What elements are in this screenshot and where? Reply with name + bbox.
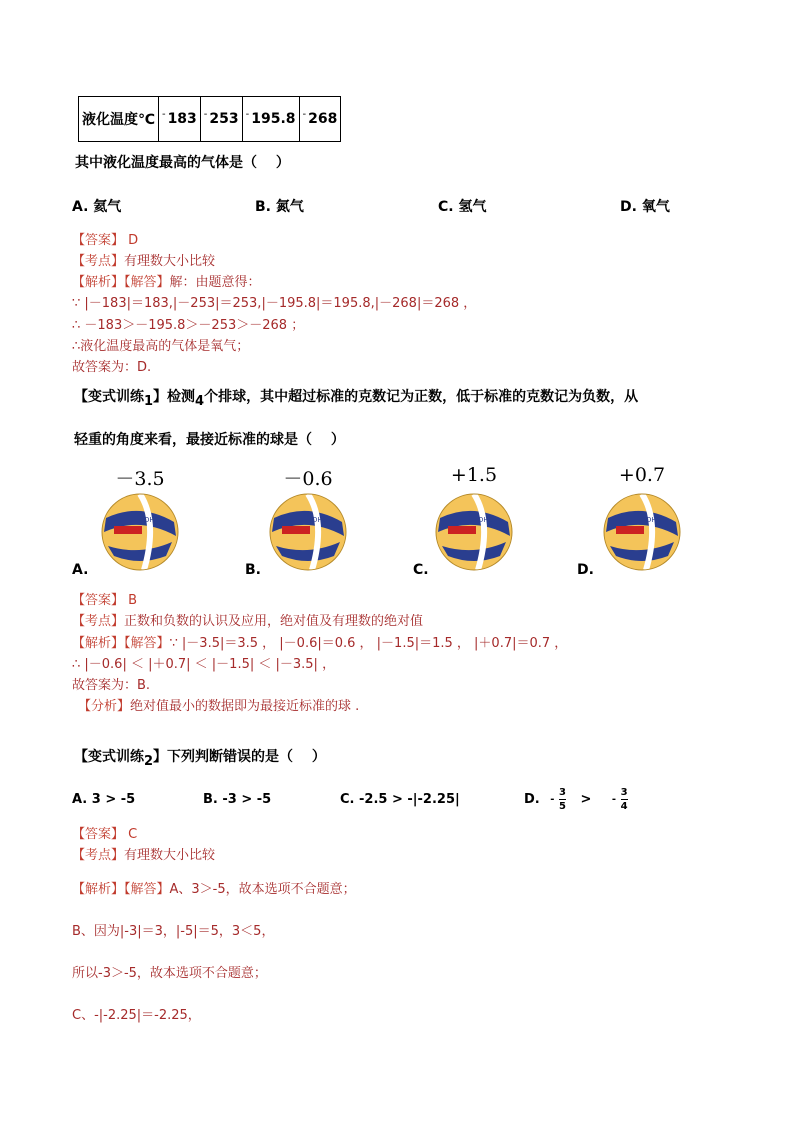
analysis-step: ∴ |－0.6| ＜ |＋0.7| ＜ |－1.5| ＜ |－3.5| ， (72, 657, 336, 672)
variant-1-title: 【变式训练1】检测4个排球，其中超过标准的克数记为正数，低于标准的克数记为负数，从 (74, 389, 639, 409)
volleyball-icon (100, 492, 180, 572)
svg-text:DHS: DHS (478, 516, 494, 524)
ball-weight-label: +1.5 (450, 464, 498, 486)
analysis-step: ∴ －183＞－195.8＞－253＞－268 ； (72, 318, 305, 333)
option-c: C. 氢气 (438, 199, 487, 215)
temperature-table (78, 96, 341, 142)
analysis-step: C、-|-2.25|＝-2.25， (72, 1008, 201, 1023)
option-d: D. 氧气 (620, 199, 670, 215)
analysis-line: 【解析】【解答】A、3＞-5，故本选项不合题意； (72, 882, 356, 897)
fraction: $\frac{3}{5}$ (558, 787, 566, 812)
table-cell: - 268 (299, 97, 341, 142)
answer-line: 【答案】 C (72, 827, 138, 842)
volleyball-c (432, 466, 516, 574)
option-c: C. -2.5 > -|-2.25| (340, 792, 460, 807)
ball-weight-label: －0.6 (283, 468, 333, 490)
volleyball-d (600, 466, 684, 574)
option-d: D. - $\frac{3}{5}$ > - $\frac{3}{4}$ (524, 787, 628, 812)
answer-line: 【答案】 D (72, 233, 139, 248)
variant-2-title: 【变式训练2】下列判断错误的是（ ） (74, 749, 326, 769)
analysis-step: 故答案为：B. (72, 678, 151, 693)
analysis-step: ∴液化温度最高的气体是氧气； (72, 339, 250, 354)
option-b: B. -3 > -5 (203, 792, 272, 807)
analysis-step: 故答案为：D. (72, 360, 152, 375)
table-cell: - 253 (200, 97, 242, 142)
option-b: B. (245, 562, 261, 578)
option-c: C. (413, 562, 429, 578)
fraction: $\frac{3}{4}$ (620, 787, 628, 812)
question-text: 其中液化温度最高的气体是（ ） (75, 155, 290, 171)
analysis-line: 【解析】【解答】∵ |－3.5|＝3.5 ， |－0.6|＝0.6 ， |－1.5|＝1.5 ， |＋0.7|＝0.7 ， (72, 636, 568, 651)
fenxi-line: 【分析】绝对值最小的数据即为最接近标准的球 . (78, 699, 360, 714)
analysis-step: 所以-3＞-5，故本选项不合题意； (72, 966, 267, 981)
svg-text:DHS: DHS (646, 516, 662, 524)
ball-weight-label: －3.5 (115, 468, 165, 490)
point-line: 【考点】有理数大小比较 (72, 254, 216, 269)
point-line: 【考点】正数和负数的认识及应用，绝对值及有理数的绝对值 (72, 614, 424, 629)
option-b: B. 氮气 (255, 199, 304, 215)
volleyball-b (266, 466, 350, 574)
analysis-line: 【解析】【解答】解：由题意得： (72, 275, 261, 290)
analysis-step: B、因为|-3|＝3，|-5|＝5，3＜5， (72, 924, 275, 939)
option-a: A. 3 > -5 (72, 792, 136, 807)
analysis-step: ∵ |－183|＝183,|－253|＝253,|－195.8|＝195.8,|－268|＝268 ， (72, 296, 477, 311)
volleyball-icon (434, 492, 514, 572)
volleyball-icon (602, 492, 682, 572)
table-cell: - 183 (158, 97, 200, 142)
option-d: D. (577, 562, 594, 578)
variant-1-title-line2: 轻重的角度来看，最接近标准的球是（ ） (74, 432, 345, 448)
answer-line: 【答案】 B (72, 593, 138, 608)
volleyball-icon (268, 492, 348, 572)
ball-weight-label: +0.7 (618, 464, 666, 486)
volleyball-a (98, 466, 182, 574)
svg-text:DHS: DHS (312, 516, 328, 524)
table-cell: - 195.8 (242, 97, 299, 142)
table-header: 液化温度℃ (79, 97, 159, 142)
option-a: A. 氦气 (72, 199, 122, 215)
svg-text:DHS: DHS (144, 516, 160, 524)
point-line: 【考点】有理数大小比较 (72, 848, 216, 863)
option-a: A. (72, 562, 89, 578)
